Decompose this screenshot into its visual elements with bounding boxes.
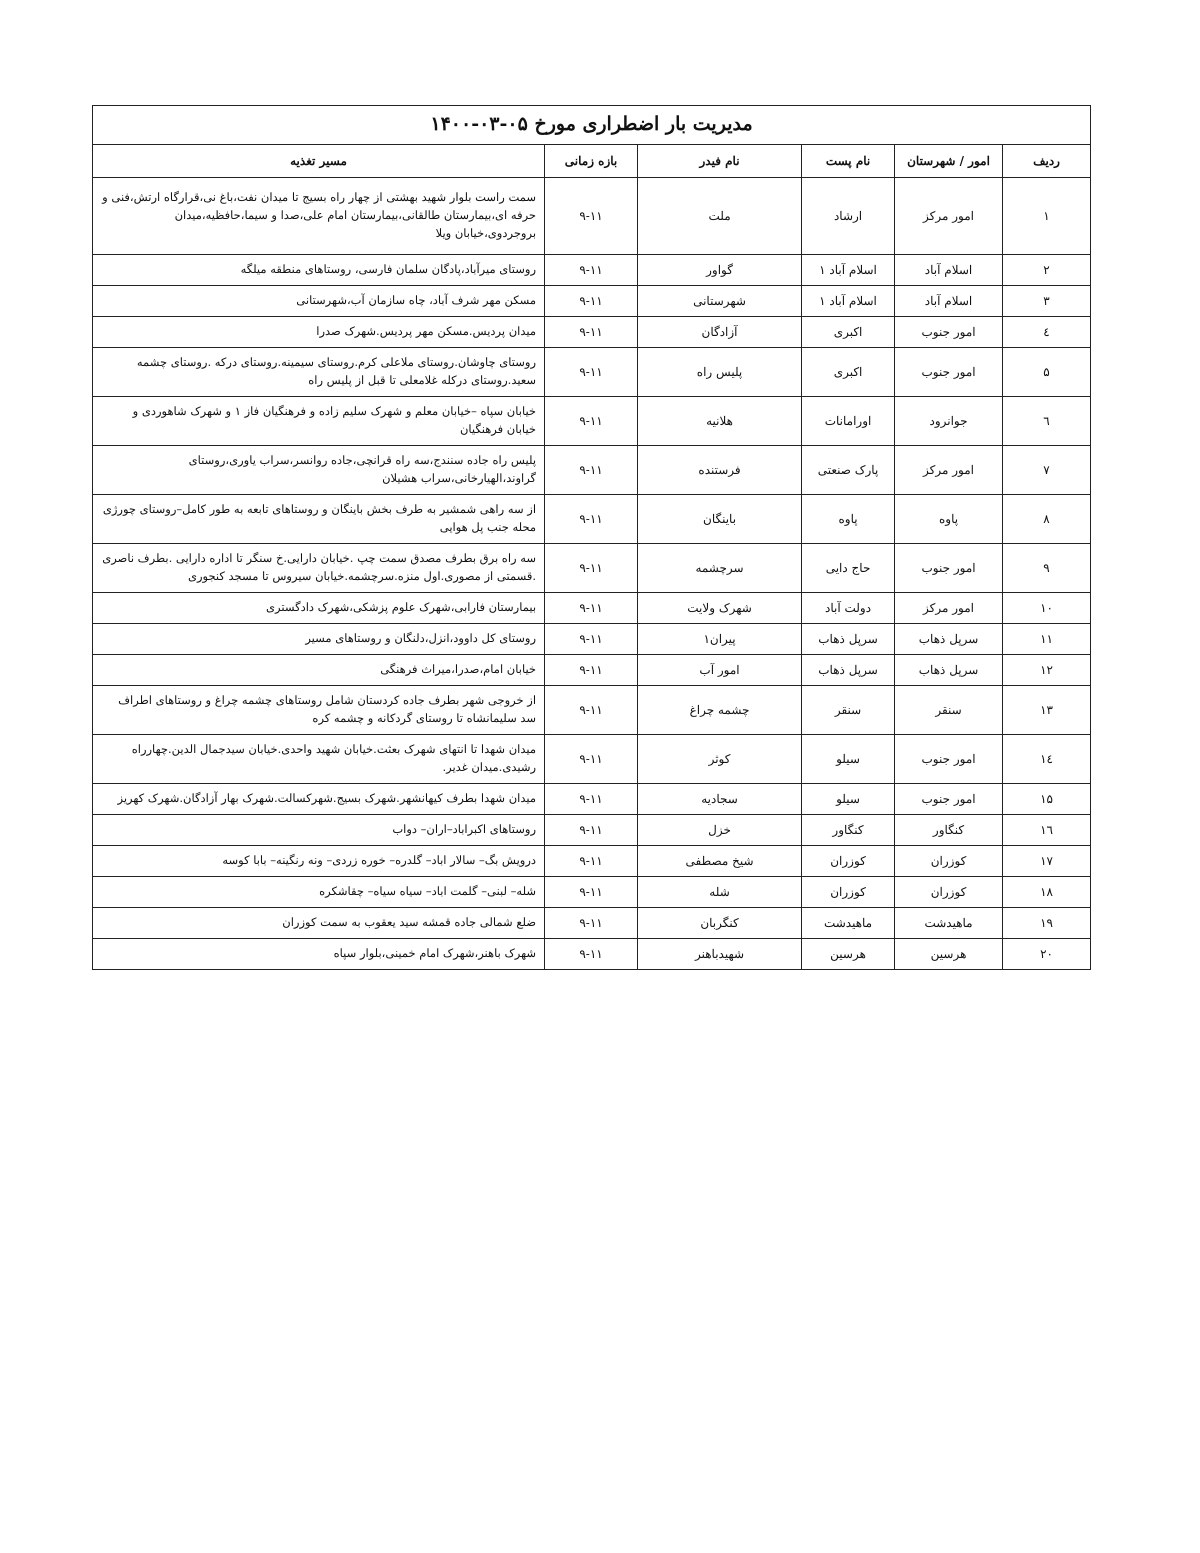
cell-row-number: ۲۰	[1003, 939, 1091, 970]
cell-district: اسلام آباد	[895, 255, 1003, 286]
cell-route: سمت راست بلوار شهید بهشتی از چهار راه بسیج تا میدان نفت،باغ نی،قرارگاه ارتش،فنی و حرفه ای،بیمارستان طالقانی،بیمارستان امام علی،صدا و سیما،حافظیه،میدان بروجردوی،خیابان ویلا	[93, 178, 545, 255]
cell-post: کوزران	[802, 877, 895, 908]
page-title: مدیریت بار اضطراری مورخ ۰۵-۰۳-۱۴۰۰	[93, 106, 1091, 145]
cell-route: خیابان سپاه –خیابان معلم و شهرک سلیم زاده و فرهنگیان فاز ۱ و شهرک شاهوردی و خیابان فرهنگیان	[93, 397, 545, 446]
cell-district: امور جنوب	[895, 544, 1003, 593]
cell-route: ضلع شمالی جاده قمشه سید یعقوب به سمت کوزران	[93, 908, 545, 939]
cell-row-number: ۵	[1003, 348, 1091, 397]
cell-route: از خروجی شهر بطرف جاده کردستان شامل روستاهای چشمه چراغ و روستاهای اطراف سد سلیمانشاه تا روستای گردکانه و چشمه کره	[93, 686, 545, 735]
cell-row-number: ۹	[1003, 544, 1091, 593]
table-row	[93, 624, 1091, 655]
cell-period: ۹-۱۱	[545, 317, 638, 348]
cell-post: سیلو	[802, 735, 895, 784]
table-row	[93, 544, 1091, 593]
cell-period: ۹-۱۱	[545, 446, 638, 495]
cell-period: ۹-۱۱	[545, 939, 638, 970]
cell-row-number: ۱۰	[1003, 593, 1091, 624]
cell-feeder: فرستنده	[638, 446, 802, 495]
table-row	[93, 178, 1091, 255]
cell-district: کوزران	[895, 877, 1003, 908]
cell-feeder: سجادیه	[638, 784, 802, 815]
cell-district: جوانرود	[895, 397, 1003, 446]
table-row	[93, 317, 1091, 348]
cell-post: سرپل ذهاب	[802, 655, 895, 686]
cell-district: ماهیدشت	[895, 908, 1003, 939]
cell-feeder: گواور	[638, 255, 802, 286]
cell-route: شله– لبنی– گلمت اباد– سیاه سیاه– چقاشکره	[93, 877, 545, 908]
cell-period: ۹-۱۱	[545, 255, 638, 286]
table-row	[93, 735, 1091, 784]
cell-district: سنقر	[895, 686, 1003, 735]
cell-row-number: ۱۱	[1003, 624, 1091, 655]
cell-feeder: شهرستانی	[638, 286, 802, 317]
table-row	[93, 784, 1091, 815]
cell-post: ماهیدشت	[802, 908, 895, 939]
table-row	[93, 397, 1091, 446]
cell-post: سرپل ذهاب	[802, 624, 895, 655]
cell-period: ۹-۱۱	[545, 544, 638, 593]
cell-post: پاوه	[802, 495, 895, 544]
cell-period: ۹-۱۱	[545, 784, 638, 815]
cell-route: روستای کل داوود،انزل،دلنگان و روستاهای مسیر	[93, 624, 545, 655]
cell-district: امور جنوب	[895, 784, 1003, 815]
cell-district: امور جنوب	[895, 348, 1003, 397]
cell-feeder: شهیدباهنر	[638, 939, 802, 970]
cell-route: از سه راهی شمشیر به طرف بخش باینگان و روستاهای تابعه به طور کامل–روستای چورژی محله جنب پل هوایی	[93, 495, 545, 544]
cell-post: اسلام آباد ۱	[802, 286, 895, 317]
cell-district: پاوه	[895, 495, 1003, 544]
cell-feeder: باینگان	[638, 495, 802, 544]
header-period: بازه زمانی	[545, 145, 638, 178]
table-row	[93, 348, 1091, 397]
header-route: مسیر تغذیه	[93, 145, 545, 178]
cell-period: ۹-۱۱	[545, 593, 638, 624]
cell-feeder: کوثر	[638, 735, 802, 784]
header-feeder: نام فیدر	[638, 145, 802, 178]
cell-row-number: ۱٦	[1003, 815, 1091, 846]
table-row	[93, 286, 1091, 317]
cell-period: ۹-۱۱	[545, 846, 638, 877]
cell-district: امور جنوب	[895, 735, 1003, 784]
cell-route: میدان پردیس.مسکن مهر پردیس.شهرک صدرا	[93, 317, 545, 348]
cell-district: امور مرکز	[895, 178, 1003, 255]
cell-feeder: امور آب	[638, 655, 802, 686]
cell-period: ۹-۱۱	[545, 908, 638, 939]
cell-row-number: ۱٤	[1003, 735, 1091, 784]
cell-route: روستای چاوشان.روستای ملاعلی کرم.روستای سیمینه.روستای درکه .روستای چشمه سعید.روستای درکله غلامعلی تا قبل از پلیس راه	[93, 348, 545, 397]
cell-route: بیمارستان فارابی،شهرک علوم پزشکی،شهرک دادگستری	[93, 593, 545, 624]
cell-period: ۹-۱۱	[545, 348, 638, 397]
cell-post: اورامانات	[802, 397, 895, 446]
cell-period: ۹-۱۱	[545, 686, 638, 735]
cell-row-number: ۱۵	[1003, 784, 1091, 815]
cell-post: اکبری	[802, 317, 895, 348]
cell-post: ارشاد	[802, 178, 895, 255]
cell-period: ۹-۱۱	[545, 735, 638, 784]
cell-route: میدان شهدا بطرف کیهانشهر.شهرک بسیج.شهرکسالت.شهرک بهار آزادگان.شهرک کهریز	[93, 784, 545, 815]
title-row	[93, 106, 1091, 145]
cell-feeder: کنگربان	[638, 908, 802, 939]
table-row	[93, 446, 1091, 495]
cell-route: روستای میرآباد،پادگان سلمان فارسی، روستاهای منطقه میلگه	[93, 255, 545, 286]
cell-period: ۹-۱۱	[545, 397, 638, 446]
cell-district: هرسین	[895, 939, 1003, 970]
header-row	[93, 145, 1091, 178]
cell-period: ۹-۱۱	[545, 815, 638, 846]
cell-row-number: ٦	[1003, 397, 1091, 446]
cell-post: سیلو	[802, 784, 895, 815]
cell-route: مسکن مهر شرف آباد، چاه سازمان آب،شهرستانی	[93, 286, 545, 317]
cell-row-number: ۱۹	[1003, 908, 1091, 939]
header-post: نام پست	[802, 145, 895, 178]
cell-row-number: ۳	[1003, 286, 1091, 317]
cell-row-number: ۱	[1003, 178, 1091, 255]
cell-route: پلیس راه جاده سنندج،سه راه قرانچی،جاده روانسر،سراب یاوری،روستای گراوند،الهیارخانی،سراب هشیلان	[93, 446, 545, 495]
cell-row-number: ۱۲	[1003, 655, 1091, 686]
cell-route: سه راه برق بطرف مصدق سمت چپ .خیابان دارایی.خ سنگر تا اداره دارایی .بطرف ناصری .قسمتی از مصوری.اول منزه.سرچشمه.خیابان سیروس تا مسجد کنجوری	[93, 544, 545, 593]
cell-post: هرسین	[802, 939, 895, 970]
cell-feeder: خزل	[638, 815, 802, 846]
cell-district: کوزران	[895, 846, 1003, 877]
table-row	[93, 593, 1091, 624]
table-row	[93, 908, 1091, 939]
cell-feeder: هلانیه	[638, 397, 802, 446]
document-page	[92, 105, 1090, 970]
cell-post: حاج دایی	[802, 544, 895, 593]
cell-period: ۹-۱۱	[545, 655, 638, 686]
cell-period: ۹-۱۱	[545, 178, 638, 255]
cell-feeder: شهرک ولایت	[638, 593, 802, 624]
cell-route: شهرک باهنر،شهرک امام خمینی،بلوار سپاه	[93, 939, 545, 970]
cell-post: سنقر	[802, 686, 895, 735]
cell-post: کوزران	[802, 846, 895, 877]
cell-district: امور مرکز	[895, 446, 1003, 495]
load-management-table	[92, 105, 1091, 970]
cell-feeder: پیران۱	[638, 624, 802, 655]
table-row	[93, 846, 1091, 877]
cell-district: اسلام آباد	[895, 286, 1003, 317]
table-row	[93, 255, 1091, 286]
cell-feeder: ملت	[638, 178, 802, 255]
cell-row-number: ۱۳	[1003, 686, 1091, 735]
cell-row-number: ۱۸	[1003, 877, 1091, 908]
cell-district: کنگاور	[895, 815, 1003, 846]
cell-feeder: پلیس راه	[638, 348, 802, 397]
cell-row-number: ۱۷	[1003, 846, 1091, 877]
cell-post: اسلام آباد ۱	[802, 255, 895, 286]
table-row	[93, 655, 1091, 686]
cell-feeder: سرچشمه	[638, 544, 802, 593]
cell-period: ۹-۱۱	[545, 877, 638, 908]
header-row-number: ردیف	[1003, 145, 1091, 178]
cell-feeder: چشمه چراغ	[638, 686, 802, 735]
cell-row-number: ۲	[1003, 255, 1091, 286]
header-district: امور / شهرستان	[895, 145, 1003, 178]
cell-post: پارک صنعتی	[802, 446, 895, 495]
cell-route: میدان شهدا تا انتهای شهرک بعثت.خیابان شهید واحدی.خیابان سیدجمال الدین.چهارراه رشیدی.میدان غدیر.	[93, 735, 545, 784]
cell-route: درویش بگ– سالار اباد– گلدره– خوره زردی– ونه رنگینه– بابا کوسه	[93, 846, 545, 877]
cell-district: سرپل ذهاب	[895, 655, 1003, 686]
cell-district: امور مرکز	[895, 593, 1003, 624]
cell-period: ۹-۱۱	[545, 286, 638, 317]
table-row	[93, 939, 1091, 970]
cell-route: روستاهای اکبراباد–اران– دواب	[93, 815, 545, 846]
cell-post: اکبری	[802, 348, 895, 397]
cell-row-number: ۷	[1003, 446, 1091, 495]
cell-post: دولت آباد	[802, 593, 895, 624]
table-row	[93, 877, 1091, 908]
cell-route: خیابان امام،صدرا،میراث فرهنگی	[93, 655, 545, 686]
cell-feeder: شله	[638, 877, 802, 908]
table-row	[93, 815, 1091, 846]
cell-feeder: آزادگان	[638, 317, 802, 348]
cell-period: ۹-۱۱	[545, 495, 638, 544]
cell-district: امور جنوب	[895, 317, 1003, 348]
cell-feeder: شیخ مصطفی	[638, 846, 802, 877]
cell-row-number: ۸	[1003, 495, 1091, 544]
cell-period: ۹-۱۱	[545, 624, 638, 655]
table-row	[93, 686, 1091, 735]
cell-district: سرپل ذهاب	[895, 624, 1003, 655]
cell-post: کنگاور	[802, 815, 895, 846]
cell-row-number: ٤	[1003, 317, 1091, 348]
table-row	[93, 495, 1091, 544]
